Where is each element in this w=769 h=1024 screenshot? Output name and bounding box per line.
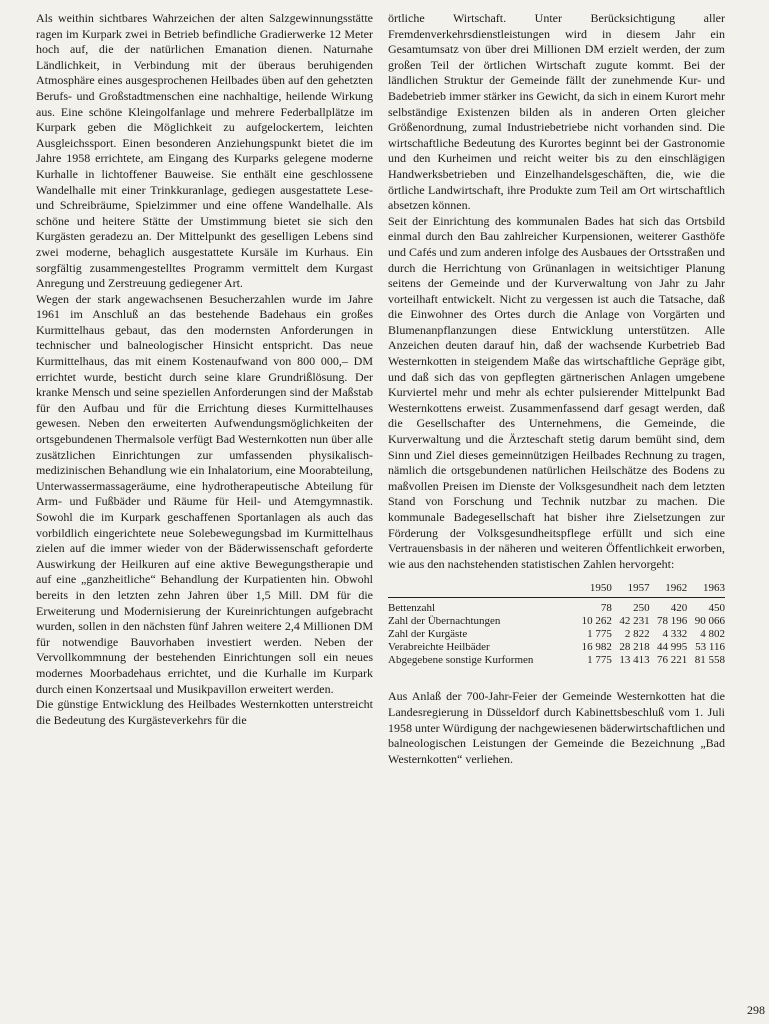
table-cell: 76 221 (657, 654, 688, 667)
right-column (388, 11, 725, 767)
table-row (388, 641, 725, 654)
row-label: Bettenzahl (388, 602, 436, 615)
left-paragraph-3: Die günstige Entwicklung des Heilbades Westernkotten unterstreicht die Bedeutung des Kurgästeverkehrs für die (36, 697, 373, 727)
table-corner (388, 582, 574, 598)
table-cell: 78 196 (657, 615, 688, 628)
table-header-row (388, 582, 725, 598)
table-cell: 420 (670, 602, 688, 615)
table-cell: 16 982 (581, 641, 612, 654)
right-paragraph-1: örtliche Wirtschaft. Unter Berücksichtigung aller Fremdenverkehrsdienstleistungen wird in diesem Jahr ein Gesamtumsatz von über drei Millionen DM erzielt werden, der zum großen Teil der örtlichen Wirtschaft zugute kommt. Bei der ländlichen Struktur der Gemeinde fällt der zunehmende Kur- und Badebetrieb immer stärker ins Gewicht, da sich in einem Kurort mehr selbständige Existenzen bilden als in anderen Orten gleicher Größenordnung, zumal Industriebetriebe nicht vorhanden sind. Die wirtschaftliche Bedeutung des Kurortes beginnt bei der Gastronomie und den Kurheimen und reicht weiter bis zu den einschlägigen Handwerksbetrieben und Einzelhandelsgeschäften, die, wie die örtliche Landwirtschaft, ihre Produkte zum Teil am Ort wirtschaftlich absetzen können. (388, 11, 725, 213)
right-paragraph-3: Aus Anlaß der 700-Jahr-Feier der Gemeinde Westernkotten hat die Landesregierung in Düsseldorf durch Kabinettsbeschluß vom 1. Juli 1958 unter Würdigung der nachgewiesenen bäderwirtschaftlichen und balneologischen Leistungen der Gemeinde die Bezeichnung „Bad Westernkotten“ verliehen. (388, 689, 725, 766)
year-header: 1963 (687, 582, 725, 598)
table-cell: 2 822 (624, 628, 650, 641)
table-cell: 1 775 (587, 628, 612, 641)
table-row (388, 628, 725, 641)
table-row (388, 598, 725, 616)
row-label: Zahl der Kurgäste (388, 628, 468, 641)
table-row (388, 615, 725, 628)
table-cell: 53 116 (695, 641, 725, 654)
table-cell: 1 775 (587, 654, 612, 667)
table-cell: 44 995 (657, 641, 688, 654)
table-cell: 250 (633, 602, 650, 615)
row-label: Zahl der Übernachtungen (388, 615, 501, 628)
table-cell: 78 (600, 602, 612, 615)
table-cell: 13 413 (619, 654, 650, 667)
row-label: Verabreichte Heilbäder (388, 641, 490, 654)
statistics-table (388, 582, 725, 667)
year-header: 1962 (650, 582, 688, 598)
table-cell: 4 332 (662, 628, 688, 641)
year-header: 1957 (612, 582, 650, 598)
left-paragraph-1: Als weithin sichtbares Wahrzeichen der alten Salzgewinnungsstätte ragen im Kurpark zwei in Betrieb befindliche Gradierwerke 12 Meter hoch auf, die der natürlichen Emanation dienen. Naturnahe Ländlichkeit, in Verbindung mit der überaus beruhigenden Atmosphäre eines ausgesprochenen Heilbades üben auf den gehetzten Berufs- und Großstadtmenschen eine nachhaltige, heilende Wirkung aus. Eine schöne Kleingolfanlage und mehrere Federballplätze im Kurpark geben die Möglichkeit zu aufgelockertem, leichten Ausgleichssport. Einen besonderen Anziehungspunkt bietet die im Jahre 1958 errichtete, am Eingang des Kurparks gelegene moderne Kurhalle in lichtoffener Bauweise. Sie enthält eine geschlossene Wandelhalle mit einer Trinkkuranlage, gediegen ausgestattete Lese- und Schreibräume, Spielzimmer und eine offene Wandelhalle. Als schöne und heitere Stätte der Umstimmung bietet sie sich den Kurgästen geradezu an. Der Mittelpunkt des geselligen Lebens sind zwei moderne, behaglich ausgestattete Kursäle im Kurhaus. Ein sorgfältig zusammengestelltes Programm vermittelt dem Kurgast Anregung und Zerstreuung gediegener Art. (36, 11, 373, 291)
table-cell: 28 218 (619, 641, 650, 654)
table-cell: 81 558 (694, 654, 725, 667)
row-label: Abgegebene sonstige Kurformen (388, 654, 534, 667)
page-number: 298 (747, 1003, 765, 1017)
table-cell: 450 (708, 602, 725, 615)
left-paragraph-2: Wegen der stark angewachsenen Besucherzahlen wurde im Jahre 1961 im Anschluß an das bestehende Badehaus ein großes Kurmittelhaus gebaut, das den modernsten Anforderungen in technischer und balneologischer Hinsicht entspricht. Das neue Kurmittelhaus, das mit einem Kostenaufwand von 800 000,– DM errichtet wurde, besticht durch seine klare Grundrißlösung. Der kranke Mensch und seine speziellen Anforderungen sind der Maßstab für den Aufbau und für die Errichtung dieses Kurmittelhauses gewesen. Neben den erweiterten Aufwendungsmöglichkeiten der ortsgebundenen Thermalsole verfügt Bad Westernkotten nun über alle zusätzlichen Einrichtungen zur umfassenden physikalisch-medizinischen Behandlung wie ein Inhalatorium, eine Moorabteilung, Unterwassermassageräume, eine hydrotherapeutische Abteilung für Arm- und Fußbäder und Räume für Heil- und Atemgymnastik. Sowohl die im Kurpark geschaffenen Sportanlagen als auch das vorbildlich eingerichtete neue Solebewegungsbad im Kurmittelhaus zielen auf die immer wieder von der Bäderwissenschaft geforderte Auswirkung der Heilkuren auf eine aktive Bewegungstherapie und auf eine „ganzheitliche“ Behandlung der Kurpatienten hin. Obwohl bereits in den letzten zehn Jahren über 1,5 Mill. DM für die Erweiterung und Modernisierung der Kureinrichtungen aufgebracht wurden, sollen in den nächsten fünf Jahren weitere 2,4 Millionen DM für notwendige Bauvorhaben investiert werden. Neben der Vervollkommnung der bestehenden Einrichtungen soll ein neues modernes Moorbadehaus errichtet, und die Kurhalle im Kurpark durch einen Konzertsaal und Musikpavillon erweitert werden. (36, 291, 373, 696)
table-cell: 4 802 (700, 628, 725, 641)
year-header: 1950 (574, 582, 612, 598)
right-paragraph-2: Seit der Einrichtung des kommunalen Bades hat sich das Ortsbild einmal durch den Bau zahlreicher Kurpensionen, weiterer Gasthöfe und Cafés und zum anderen infolge des Ausbaues der Ortsstraßen und durch die Herrichtung von Grünanlagen in weitsichtiger Planung seitens der Gemeinde und der Kurverwaltung von Jahr zu Jahr vorteilhaft entwickelt. Nicht zu vergessen ist auch die Tatsache, daß die Einwohner des Ortes durch die Anlage von Vorgärten und Blumenanpflanzungen diese Entwicklung unterstützen. Alle Anzeichen deuten darauf hin, daß der wachsende Kurbetrieb Bad Westernkotten in steigendem Maße das wirtschaftliche Gepräge gibt, und daß sich das von gepflegten gärtnerischen Anlagen umgebene Kurviertel mehr und mehr als echter pulsierender Mittelpunkt Bad Westernkottens erweist. Zusammenfassend darf gesagt werden, daß die Gesellschafter des Unternehmens, die Gemeinde, die Kurverwaltung und die Ärzteschaft stetig darum bemüht sind, dem Sinn und Ziel dieses gemeinnützigen Heilbades Rechnung zu tragen, nämlich die ortsgebundenen natürlichen Heilschätze des Bodens zu maßvollen Preisen im Dienste der Volksgesundheit nach dem letzten Stand von Forschung und Technik nutzbar zu machen. Die kommunale Badegesellschaft hat bisher ihre Zielsetzungen zur Förderung der Volksgesundheitspflege erfüllt und sich eine Vertrauensbasis in der näheren und weiteren Öffentlichkeit erworben, wie aus den nachstehenden statistischen Zahlen hervorgeht: (388, 213, 725, 571)
left-column (36, 11, 373, 728)
table-cell: 90 066 (694, 615, 725, 628)
table-cell: 10 262 (581, 615, 612, 628)
table-cell: 42 231 (619, 615, 650, 628)
table-row (388, 654, 725, 667)
